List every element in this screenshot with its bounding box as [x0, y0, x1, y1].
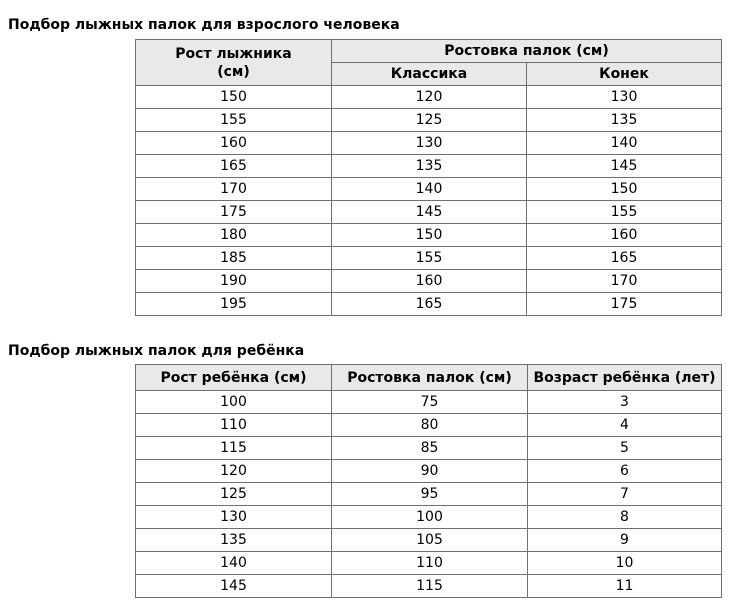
table-cell: 11 — [528, 575, 722, 598]
table-cell: 105 — [332, 529, 528, 552]
table-cell: 75 — [332, 391, 528, 414]
table-cell: 155 — [527, 201, 722, 224]
table-row — [136, 414, 722, 437]
table-cell: 135 — [332, 155, 527, 178]
table-cell: 6 — [528, 460, 722, 483]
table-cell: 145 — [527, 155, 722, 178]
table-cell: 10 — [528, 552, 722, 575]
table-row — [136, 270, 722, 293]
table-row — [136, 109, 722, 132]
table-cell: 85 — [332, 437, 528, 460]
table-row — [136, 391, 722, 414]
table-cell: 8 — [528, 506, 722, 529]
header-child-height: Рост ребёнка (см) — [136, 365, 332, 391]
table-row — [136, 506, 722, 529]
table-cell: 195 — [136, 293, 332, 316]
table-cell: 175 — [136, 201, 332, 224]
table-cell: 180 — [136, 224, 332, 247]
table-cell: 160 — [527, 224, 722, 247]
table-row — [136, 132, 722, 155]
header-skier-height-line1: Рост лыжника — [175, 45, 292, 62]
table-cell: 140 — [136, 552, 332, 575]
table-cell: 165 — [136, 155, 332, 178]
table-cell: 7 — [528, 483, 722, 506]
table-cell: 150 — [527, 178, 722, 201]
table-row — [136, 575, 722, 598]
table-cell: 140 — [332, 178, 527, 201]
table-cell: 140 — [527, 132, 722, 155]
header-skier-height — [136, 40, 332, 86]
table-cell: 165 — [527, 247, 722, 270]
table-cell: 110 — [136, 414, 332, 437]
table-cell: 9 — [528, 529, 722, 552]
child-table-body — [136, 391, 722, 598]
table-row — [136, 224, 722, 247]
header-child-age: Возраст ребёнка (лет) — [528, 365, 722, 391]
table-cell: 135 — [527, 109, 722, 132]
adult-table-title: Подбор лыжных палок для взрослого человека — [8, 17, 400, 33]
table-row — [136, 437, 722, 460]
table-cell: 120 — [136, 460, 332, 483]
table-cell: 130 — [136, 506, 332, 529]
table-cell: 100 — [332, 506, 528, 529]
table-cell: 150 — [332, 224, 527, 247]
table-cell: 100 — [136, 391, 332, 414]
table-cell: 170 — [527, 270, 722, 293]
table-row — [136, 483, 722, 506]
table-row — [136, 178, 722, 201]
child-poles-table — [135, 364, 722, 598]
child-table-title: Подбор лыжных палок для ребёнка — [8, 343, 305, 359]
table-row — [136, 552, 722, 575]
table-cell: 125 — [332, 109, 527, 132]
table-cell: 135 — [136, 529, 332, 552]
table-row — [136, 155, 722, 178]
table-cell: 115 — [136, 437, 332, 460]
table-cell: 165 — [332, 293, 527, 316]
table-cell: 175 — [527, 293, 722, 316]
table-cell: 115 — [332, 575, 528, 598]
table-cell: 160 — [332, 270, 527, 293]
table-row — [136, 529, 722, 552]
table-cell: 185 — [136, 247, 332, 270]
table-row — [136, 460, 722, 483]
table-cell: 80 — [332, 414, 528, 437]
table-cell: 3 — [528, 391, 722, 414]
table-cell: 90 — [332, 460, 528, 483]
table-cell: 155 — [136, 109, 332, 132]
table-cell: 5 — [528, 437, 722, 460]
table-cell: 145 — [332, 201, 527, 224]
adult-table-body — [136, 86, 722, 316]
table-cell: 160 — [136, 132, 332, 155]
table-cell: 170 — [136, 178, 332, 201]
table-cell: 145 — [136, 575, 332, 598]
table-row — [136, 247, 722, 270]
table-cell: 150 — [136, 86, 332, 109]
header-child-pole-length: Ростовка палок (см) — [332, 365, 528, 391]
table-cell: 120 — [332, 86, 527, 109]
table-cell: 110 — [332, 552, 528, 575]
table-cell: 130 — [332, 132, 527, 155]
table-cell: 95 — [332, 483, 528, 506]
table-cell: 130 — [527, 86, 722, 109]
table-cell: 190 — [136, 270, 332, 293]
adult-poles-table — [135, 39, 722, 316]
table-row — [136, 86, 722, 109]
header-classic: Классика — [332, 63, 527, 86]
table-row — [136, 201, 722, 224]
header-skate: Конек — [527, 63, 722, 86]
table-row — [136, 293, 722, 316]
table-cell: 125 — [136, 483, 332, 506]
header-skier-height-line2: (см) — [217, 63, 250, 80]
table-cell: 4 — [528, 414, 722, 437]
table-cell: 155 — [332, 247, 527, 270]
header-pole-length: Ростовка палок (см) — [332, 40, 722, 63]
